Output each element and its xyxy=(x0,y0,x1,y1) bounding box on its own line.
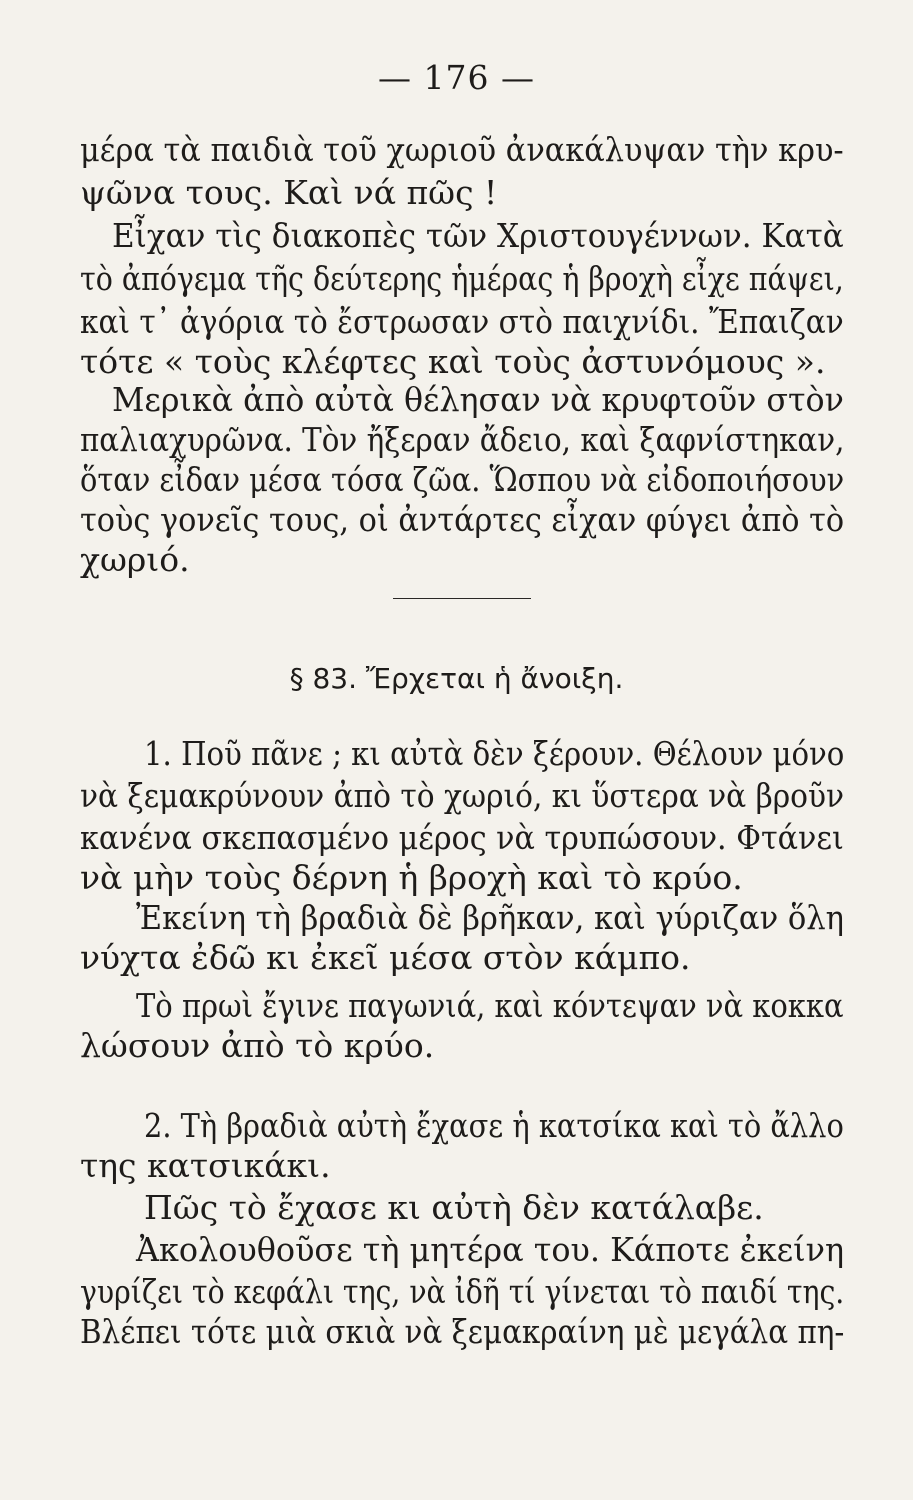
text-line: νὰ ξεμακρύνουν ἀπὸ τὸ χωριό, κι ὕστερα νὰ βροῦν xyxy=(80,776,845,815)
text-line: ψῶνα τους. Καὶ νά πῶς ! xyxy=(80,173,498,212)
text-line: 1. Ποῦ πᾶνε ; κι αὐτὰ δὲν ξέρουν. Θέλουν μόνο xyxy=(144,734,845,773)
text-line: λώσουν ἀπὸ τὸ κρύο. xyxy=(80,1026,435,1065)
text-line: Εἶχαν τὶς διακοπὲς τῶν Χριστουγέννων. Κατὰ xyxy=(112,216,844,255)
text-line: Πῶς τὸ ἔχασε κι αὐτὴ δὲν κατάλαβε. xyxy=(144,1188,764,1227)
page-number: — 176 — xyxy=(378,58,535,97)
text-line: Τὸ πρωὶ ἔγινε παγωνιά, καὶ κόντεψαν νὰ κοκκα xyxy=(136,986,844,1025)
text-line: νὰ μὴν τοὺς δέρνη ἡ βροχὴ καὶ τὸ κρύο. xyxy=(80,858,743,897)
text-line: 2. Τὴ βραδιὰ αὐτὴ ἔχασε ἡ κατσίκα καὶ τὸ ἄλλο xyxy=(144,1106,844,1145)
text-line: κανένα σκεπασμένο μέρος νὰ τρυπώσουν. Φτάνει xyxy=(80,818,844,857)
section-heading: § 83. Ἔρχεται ἡ ἄνοιξη. xyxy=(289,662,624,695)
text-line: Βλέπει τότε μιὰ σκιὰ νὰ ξεμακραίνη μὲ μεγάλα πη- xyxy=(80,1312,845,1351)
text-line: τότε « τοὺς κλέφτες καὶ τοὺς ἀστυνόμους ». xyxy=(80,342,826,381)
text-line: τὸ ἀπόγεμα τῆς δεύτερης ἡμέρας ἡ βροχὴ εἶχε πάψει, xyxy=(80,259,844,298)
text-line: Μερικὰ ἀπὸ αὐτὰ θέλησαν νὰ κρυφτοῦν στὸν xyxy=(112,380,844,419)
text-line: ὅταν εἶδαν μέσα τόσα ζῶα. Ὥσπου νὰ εἰδοποιήσουν xyxy=(80,460,845,499)
text-line: μέρα τὰ παιδιὰ τοῦ χωριοῦ ἀνακάλυψαν τὴν κρυ- xyxy=(80,130,844,169)
text-line: γυρίζει τὸ κεφάλι της, νὰ ἰδῆ τί γίνεται τὸ παιδί της. xyxy=(80,1272,845,1311)
text-line: Ἐκείνη τὴ βραδιὰ δὲ βρῆκαν, καὶ γύριζαν ὅλη xyxy=(136,898,844,937)
section-divider xyxy=(393,598,531,599)
text-line: παλιαχυρῶνα. Τὸν ἤξεραν ἄδειο, καὶ ξαφνίστηκαν, xyxy=(80,420,845,459)
text-line: τοὺς γονεῖς τους, οἱ ἀντάρτες εἶχαν φύγει ἀπὸ τὸ xyxy=(80,500,845,539)
text-line: Ἀκολουθοῦσε τὴ μητέρα του. Κάποτε ἐκείνη xyxy=(136,1230,845,1269)
text-line: νύχτα ἐδῶ κι ἐκεῖ μέσα στὸν κάμπο. xyxy=(80,938,691,977)
text-line: χωριό. xyxy=(80,540,190,579)
text-line: καὶ τ᾿ ἀγόρια τὸ ἔστρωσαν στὸ παιχνίδι. Ἔπαιζαν xyxy=(80,302,844,341)
text-line: της κατσικάκι. xyxy=(80,1146,331,1185)
